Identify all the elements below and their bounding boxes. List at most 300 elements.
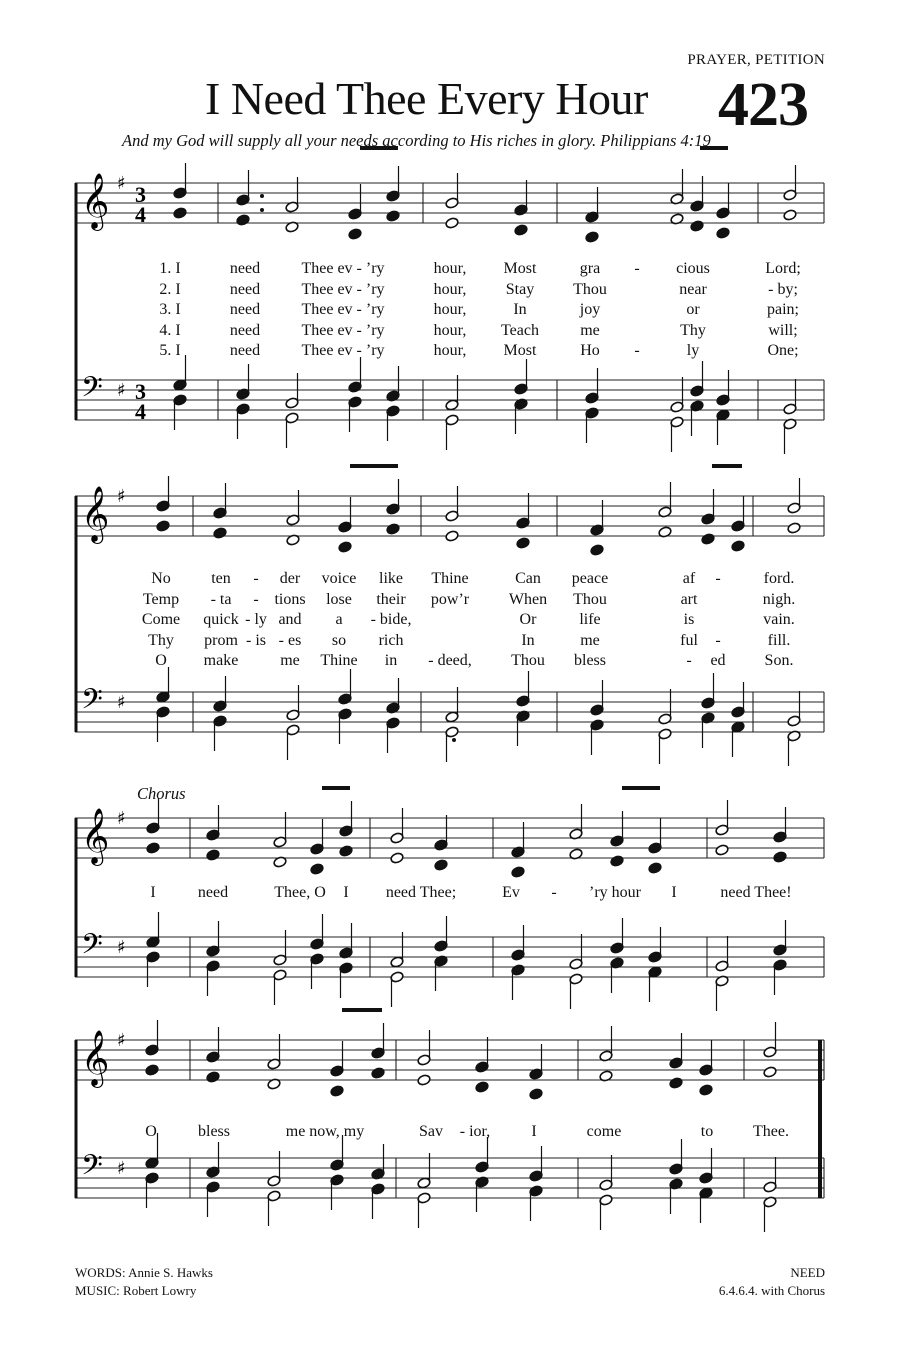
lyric-syllable: In [521, 631, 535, 649]
note [273, 930, 287, 966]
note [699, 1084, 713, 1096]
note [773, 807, 787, 843]
key-signature-sharp: ♯ [117, 380, 126, 401]
tune-info [719, 1264, 825, 1300]
notehead [511, 866, 525, 878]
key-signature-sharp: ♯ [117, 1158, 126, 1179]
notehead [716, 227, 730, 239]
words-credit: WORDS: Annie S. Hawks [75, 1265, 213, 1280]
note [599, 1026, 613, 1062]
notehead [475, 1081, 489, 1093]
lyric-syllable: 2. I [159, 280, 181, 298]
note [648, 862, 662, 874]
note [286, 490, 300, 526]
tune-name: NEED [790, 1265, 825, 1280]
lyric-syllable: Sav [419, 1123, 443, 1140]
note [206, 960, 220, 996]
lyric-syllable: need [197, 884, 229, 901]
note [763, 1066, 777, 1078]
notehead [236, 214, 250, 226]
notehead [529, 1088, 543, 1100]
notehead [783, 209, 797, 221]
lyric-syllable: Thee. [753, 1123, 789, 1140]
treble-clef: 𝄞 [81, 808, 110, 864]
note [783, 418, 797, 454]
notehead [390, 852, 404, 864]
note [417, 1192, 431, 1228]
lyric-syllable: ed [710, 652, 726, 669]
lyric-syllable: like [379, 570, 403, 587]
note [386, 479, 400, 515]
notehead [701, 533, 715, 545]
note [445, 414, 459, 450]
lyric-syllable: Can [515, 570, 541, 587]
note [213, 715, 227, 751]
lyric-syllable: - [686, 652, 692, 669]
lyric-syllable: - is [246, 631, 266, 649]
notehead [731, 540, 745, 552]
credits [75, 1264, 213, 1300]
note [338, 497, 352, 533]
key-signature-sharp: ♯ [117, 692, 126, 713]
bass-clef: 𝄢 [81, 1149, 103, 1189]
note [658, 482, 672, 518]
lyric-syllable: 3. I [159, 301, 181, 318]
lyric-syllable: peace [571, 570, 609, 587]
note [434, 955, 448, 991]
note [390, 808, 404, 844]
note [386, 405, 400, 441]
note [339, 801, 353, 837]
note [716, 227, 730, 239]
notehead [338, 541, 352, 553]
note [716, 409, 730, 445]
note [273, 969, 287, 1005]
lyric-syllable: Thee ev - ’ry [301, 321, 385, 339]
hymn-title: I Need Thee Every Hour [205, 73, 648, 124]
note [371, 1023, 385, 1059]
note [690, 400, 704, 436]
note [145, 1172, 159, 1208]
note [690, 361, 704, 397]
note [590, 719, 604, 755]
lyric-syllable: Thou [511, 652, 545, 669]
lyric-syllable: ten [211, 570, 231, 587]
notehead [610, 855, 624, 867]
lyric-syllable: Thine [320, 652, 358, 669]
note [206, 1142, 220, 1178]
key-signature-sharp: ♯ [117, 173, 126, 194]
note [206, 849, 220, 861]
note [236, 170, 250, 206]
notehead [715, 844, 729, 856]
note [610, 918, 624, 954]
lyric-syllable: a [335, 611, 343, 628]
note [514, 180, 528, 216]
note [146, 842, 160, 854]
note [310, 819, 324, 855]
note [386, 366, 400, 402]
notehead [146, 842, 160, 854]
note [348, 184, 362, 220]
note [514, 359, 528, 395]
lyric-syllable: me now, my [285, 1123, 365, 1140]
lyric-syllable: I [343, 884, 349, 901]
note [273, 812, 287, 848]
notehead [173, 207, 187, 219]
note [511, 866, 525, 878]
bass-clef: 𝄢 [81, 683, 103, 723]
lyric-syllable: - by; [768, 280, 798, 298]
note [348, 228, 362, 240]
note [569, 934, 583, 970]
note [475, 1081, 489, 1093]
note [669, 1139, 683, 1175]
lyric-syllable: is [683, 611, 695, 628]
lyric-syllable: Ev [502, 884, 520, 901]
chorus-label: Chorus [137, 784, 186, 803]
note [529, 1185, 543, 1221]
lyric-syllable: near [679, 280, 707, 298]
note [445, 173, 459, 209]
note [516, 537, 530, 549]
note [715, 844, 729, 856]
note [669, 1178, 683, 1214]
lyric-syllable: Thee ev - ’ry [301, 280, 385, 298]
note [386, 166, 400, 202]
lyric-syllable: Temp [142, 590, 180, 608]
note [173, 207, 187, 219]
lyric-syllable: Ho [580, 342, 600, 359]
notehead [699, 1084, 713, 1096]
dot [452, 738, 456, 742]
note [701, 712, 715, 748]
notehead [648, 862, 662, 874]
notehead [206, 1071, 220, 1083]
lyric-syllable: bless [198, 1123, 230, 1140]
lyric-syllable: me [280, 652, 300, 669]
note [236, 214, 250, 226]
lyric-syllable: their [376, 590, 406, 608]
note [206, 1027, 220, 1063]
lyric-syllable: Thee ev - ’ry [301, 301, 385, 318]
note [156, 520, 170, 532]
key-signature-sharp: ♯ [117, 937, 126, 958]
note [445, 486, 459, 522]
note [417, 1030, 431, 1066]
note [285, 177, 299, 213]
lyric-syllable: so [331, 631, 347, 649]
note [445, 217, 459, 229]
lyric-syllable: Thou [573, 590, 607, 608]
lyric-syllable: need [229, 321, 261, 339]
lyric-syllable: 4. I [159, 321, 181, 339]
lyric-syllable: 1. I [159, 260, 181, 277]
lyric-syllable: Thine [431, 570, 469, 587]
lyric-syllable: - [253, 570, 259, 587]
note [658, 689, 672, 725]
note [156, 706, 170, 742]
lyric-syllable: bless [574, 652, 606, 669]
note [267, 1151, 281, 1187]
note [386, 210, 400, 222]
lyric-syllable: der [279, 570, 301, 587]
notehead [145, 1064, 159, 1076]
lyric-syllable: need Thee! [720, 884, 792, 901]
note [610, 855, 624, 867]
notehead [330, 1085, 344, 1097]
time-signature-bottom: 4 [135, 202, 146, 227]
note [146, 912, 160, 948]
note [529, 1146, 543, 1182]
note [206, 1071, 220, 1083]
lyric-syllable: Thy [680, 321, 706, 339]
lyric-syllable: - [253, 590, 259, 608]
lyric-syllable: O [155, 652, 167, 669]
note [475, 1176, 489, 1212]
note [267, 1190, 281, 1226]
lyric-syllable: me [580, 321, 600, 339]
lyric-syllable: voice [321, 570, 357, 587]
lyric-syllable: - [634, 342, 640, 359]
lyric-syllable: ly [686, 342, 700, 359]
notehead [690, 220, 704, 232]
bass-clef: 𝄢 [81, 928, 103, 968]
lyric-syllable: hour, [433, 321, 467, 339]
lyric-syllable: Thee ev - ’ry [301, 342, 385, 359]
note [434, 815, 448, 851]
notehead [339, 845, 353, 857]
note [475, 1137, 489, 1173]
lyric-syllable: O [145, 1123, 157, 1140]
lyric-syllable: ful [680, 631, 698, 649]
notehead [156, 520, 170, 532]
note [699, 1148, 713, 1184]
treble-clef: 𝄞 [81, 1030, 110, 1086]
lyric-syllable: will; [768, 321, 798, 339]
lyric-syllable: Thee, O [274, 884, 326, 901]
lyric-syllable: tions [274, 590, 306, 608]
note [339, 845, 353, 857]
notehead [773, 851, 787, 863]
note [146, 951, 160, 987]
lyric-syllable: I [671, 884, 677, 901]
note [516, 710, 530, 746]
notehead [669, 1077, 683, 1089]
lyric-syllable: gra [579, 260, 601, 277]
lyric-syllable: hour, [433, 260, 467, 277]
lyric-syllable: prom [204, 631, 238, 649]
note [783, 379, 797, 415]
note [731, 540, 745, 552]
note [716, 370, 730, 406]
lyric-syllable: need [229, 260, 261, 277]
note [286, 724, 300, 760]
lyric-syllable: Come [141, 611, 181, 628]
lyric-syllable: Thou [573, 280, 607, 298]
lyric-syllable: cious [676, 260, 710, 277]
note [386, 523, 400, 535]
note [715, 936, 729, 972]
lyric-syllable: lose [326, 590, 352, 608]
bass-staff-2 [75, 683, 824, 732]
lyric-syllable: ford. [763, 570, 795, 587]
note [516, 671, 530, 707]
lyric-syllable: me [580, 631, 600, 649]
notehead [348, 228, 362, 240]
note [716, 183, 730, 219]
lyric-syllable: need [229, 280, 261, 298]
lyric-syllable: ’ry hour [589, 884, 641, 901]
lyric-syllable: in [384, 652, 398, 669]
note [475, 1037, 489, 1073]
note [670, 416, 684, 452]
note [669, 1077, 683, 1089]
notehead [417, 1074, 431, 1086]
note [514, 224, 528, 236]
note [731, 721, 745, 757]
lyric-syllable: Thee ev - ’ry [301, 260, 385, 277]
note [690, 220, 704, 232]
notehead [310, 863, 324, 875]
notehead [763, 1066, 777, 1078]
lyric-syllable: af [682, 570, 696, 587]
note [648, 966, 662, 1002]
lyric-syllable: vain. [763, 611, 795, 628]
lyric-syllable: or [686, 301, 700, 318]
note [173, 355, 187, 391]
note [585, 368, 599, 404]
lyric-syllable: No [151, 570, 171, 587]
lyric-syllable: I [150, 884, 156, 901]
lyric-syllable: - ta [210, 590, 232, 608]
lyric-syllable: pain; [767, 301, 799, 318]
lyric-syllable: Most [503, 342, 537, 359]
note [529, 1044, 543, 1080]
notehead [386, 523, 400, 535]
time-signature-bottom: 4 [135, 399, 146, 424]
note [516, 493, 530, 529]
note [156, 667, 170, 703]
lyric-syllable: fill. [767, 631, 791, 649]
note [599, 1194, 613, 1230]
lyric-syllable: - [634, 260, 640, 277]
lyric-syllable: Thy [148, 631, 174, 649]
note [648, 818, 662, 854]
notehead [386, 210, 400, 222]
note [569, 973, 583, 1009]
lyric-syllable: When [508, 590, 548, 608]
notehead [787, 522, 801, 534]
note [285, 373, 299, 409]
note [763, 1157, 777, 1193]
lyric-syllable: hour, [433, 301, 467, 318]
note [338, 669, 352, 705]
note [511, 964, 525, 1000]
lyric-syllable: Stay [505, 280, 535, 298]
note [330, 1041, 344, 1077]
note [145, 1020, 159, 1056]
lyric-syllable: - bide, [370, 611, 412, 628]
note [145, 1064, 159, 1076]
note [310, 953, 324, 989]
note [648, 927, 662, 963]
lyric-syllable: I [531, 1123, 537, 1140]
lyric-syllable: - ior, [459, 1123, 491, 1140]
lyric-syllable: One; [767, 342, 799, 359]
note [701, 673, 715, 709]
note [731, 496, 745, 532]
note [206, 921, 220, 957]
notehead [516, 537, 530, 549]
lyric-syllable: - ly [245, 611, 267, 628]
note [236, 364, 250, 400]
hymn-category: PRAYER, PETITION [687, 52, 825, 68]
note [783, 209, 797, 221]
note [348, 396, 362, 432]
note [213, 483, 227, 519]
notehead [445, 217, 459, 229]
treble-staff-3 [75, 808, 824, 866]
note [529, 1088, 543, 1100]
bass-staff-3 [75, 928, 824, 977]
note [310, 863, 324, 875]
lyric-syllable: quick [203, 611, 239, 628]
note [699, 1040, 713, 1076]
lyric-syllable: Most [503, 260, 537, 277]
note [787, 522, 801, 534]
note [285, 412, 299, 448]
note [773, 851, 787, 863]
note [699, 1187, 713, 1223]
note [371, 1144, 385, 1180]
lyric-syllable: - [551, 884, 557, 901]
note [590, 680, 604, 716]
lyric-syllable: In [513, 301, 527, 318]
note [690, 176, 704, 212]
lyric-syllable: come [586, 1123, 622, 1140]
note [417, 1074, 431, 1086]
note [670, 377, 684, 413]
note [206, 1181, 220, 1217]
note [173, 163, 187, 199]
lyric-syllable: nigh. [762, 590, 796, 608]
notehead [585, 231, 599, 243]
note [590, 500, 604, 536]
note [434, 859, 448, 871]
note [585, 187, 599, 223]
note [773, 920, 787, 956]
note [206, 805, 220, 841]
note [511, 925, 525, 961]
lyric-syllable: Son. [764, 652, 794, 669]
note [330, 1085, 344, 1097]
lyric-syllable: art [680, 590, 698, 608]
notehead [590, 544, 604, 556]
lyric-syllable: - deed, [428, 652, 472, 669]
note [763, 1196, 777, 1232]
note [434, 916, 448, 952]
lyric-syllable: hour, [433, 280, 467, 298]
note [511, 822, 525, 858]
note [715, 975, 729, 1011]
lyric-syllable: to [700, 1123, 714, 1140]
note [445, 530, 459, 542]
lyric-syllable: make [203, 652, 239, 669]
notehead [371, 1067, 385, 1079]
note [339, 923, 353, 959]
note [569, 804, 583, 840]
